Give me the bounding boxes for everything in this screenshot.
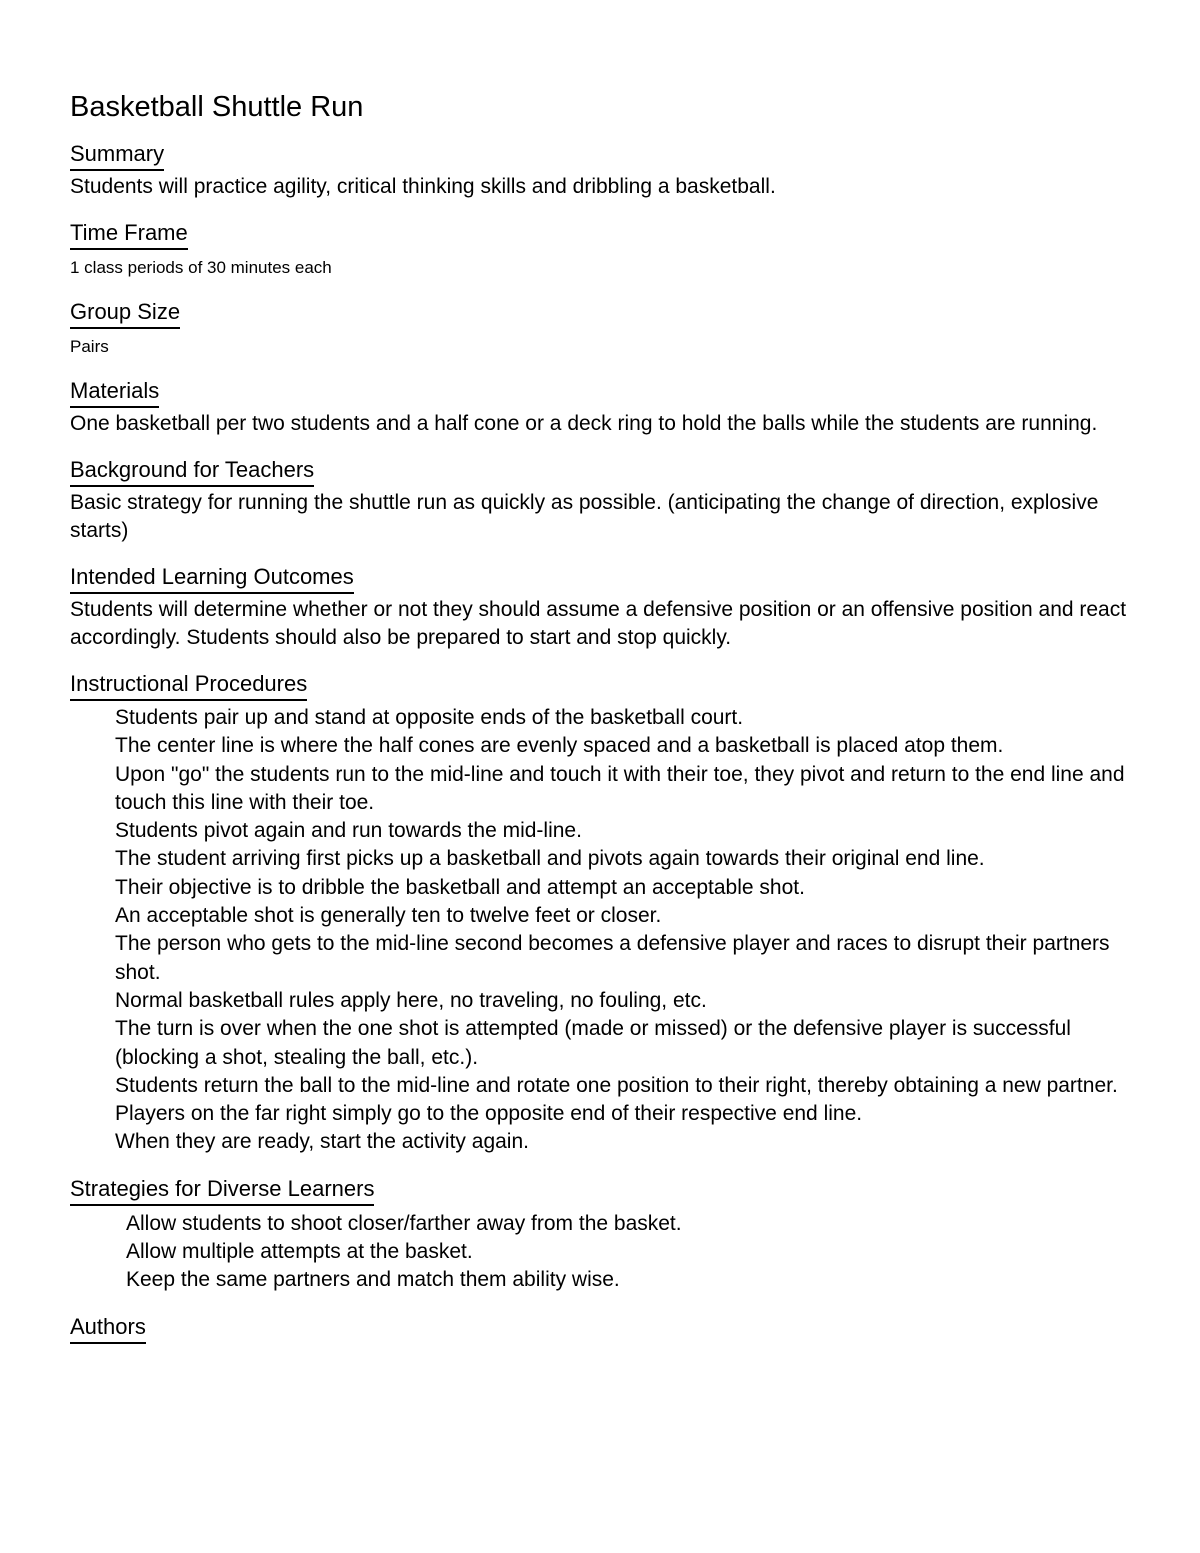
strategies-heading: Strategies for Diverse Learners <box>70 1175 374 1206</box>
outcomes-section <box>70 563 1130 652</box>
procedure-step: Players on the far right simply go to the opposite end of their respective end line. <box>115 1102 863 1126</box>
summary-heading: Summary <box>70 140 164 171</box>
background-section <box>70 456 1130 545</box>
page-title: Basketball Shuttle Run <box>70 91 364 123</box>
procedure-step: An acceptable shot is generally ten to twelve feet or closer. <box>115 904 662 928</box>
procedure-step: The turn is over when the one shot is attempted (made or missed) or the defensive player is successful (blocking a shot, stealing the ball, etc.). <box>115 1017 1071 1069</box>
procedure-steps-list <box>70 704 1130 1157</box>
authors-heading: Authors <box>70 1313 146 1344</box>
lesson-plan-page <box>70 88 1130 1344</box>
time-frame-text: 1 class periods of 30 minutes each <box>70 258 332 277</box>
procedure-step: When they are ready, start the activity again. <box>115 1130 529 1154</box>
summary-section <box>70 140 1130 201</box>
procedure-step: Students pair up and stand at opposite ends of the basketball court. <box>115 706 744 729</box>
strategies-section <box>70 1175 1130 1295</box>
procedures-section <box>70 670 1130 1157</box>
materials-text: One basketball per two students and a half cone or a deck ring to hold the balls while the students are running. <box>70 412 1098 435</box>
background-heading: Background for Teachers <box>70 456 314 487</box>
materials-heading: Materials <box>70 377 159 408</box>
procedure-step: The center line is where the half cones are evenly spaced and a basketball is placed atop them. <box>115 734 1004 758</box>
strategies-list <box>70 1210 1130 1295</box>
group-size-text: Pairs <box>70 337 109 356</box>
procedure-step: Students pivot again and run towards the mid-line. <box>115 819 582 843</box>
procedure-step: The student arriving first picks up a basketball and pivots again towards their original end line. <box>115 847 985 871</box>
procedure-step: Students return the ball to the mid-line and rotate one position to their right, thereby obtaining a new partner. <box>115 1073 1118 1097</box>
procedure-step: Upon "go" the students run to the mid-line and touch it with their toe, they pivot and return to the end line and touch this line with their toe. <box>115 762 1125 814</box>
materials-section <box>70 377 1130 438</box>
outcomes-text: Students will determine whether or not they should assume a defensive position or an offensive position and react accordingly. Students should also be prepared to start and stop quickly. <box>70 598 1127 649</box>
time-frame-section <box>70 219 1130 280</box>
outcomes-heading: Intended Learning Outcomes <box>70 563 354 594</box>
group-size-section <box>70 298 1130 359</box>
procedure-step: Their objective is to dribble the basketball and attempt an acceptable shot. <box>115 875 805 899</box>
strategy-item: Allow students to shoot closer/farther away from the basket. <box>126 1211 682 1235</box>
background-text: Basic strategy for running the shuttle run as quickly as possible. (anticipating the change of direction, explosive starts) <box>70 491 1099 542</box>
group-size-heading: Group Size <box>70 298 180 329</box>
procedures-heading: Instructional Procedures <box>70 670 307 701</box>
procedure-step: Normal basketball rules apply here, no traveling, no fouling, etc. <box>115 988 707 1012</box>
time-frame-heading: Time Frame <box>70 219 188 250</box>
summary-text: Students will practice agility, critical thinking skills and dribbling a basketball. <box>70 175 776 198</box>
authors-section <box>70 1313 1130 1344</box>
strategy-item: Keep the same partners and match them ability wise. <box>126 1268 620 1292</box>
procedure-step: The person who gets to the mid-line second becomes a defensive player and races to disrupt their partners shot. <box>115 932 1110 984</box>
strategy-item: Allow multiple attempts at the basket. <box>126 1240 473 1264</box>
